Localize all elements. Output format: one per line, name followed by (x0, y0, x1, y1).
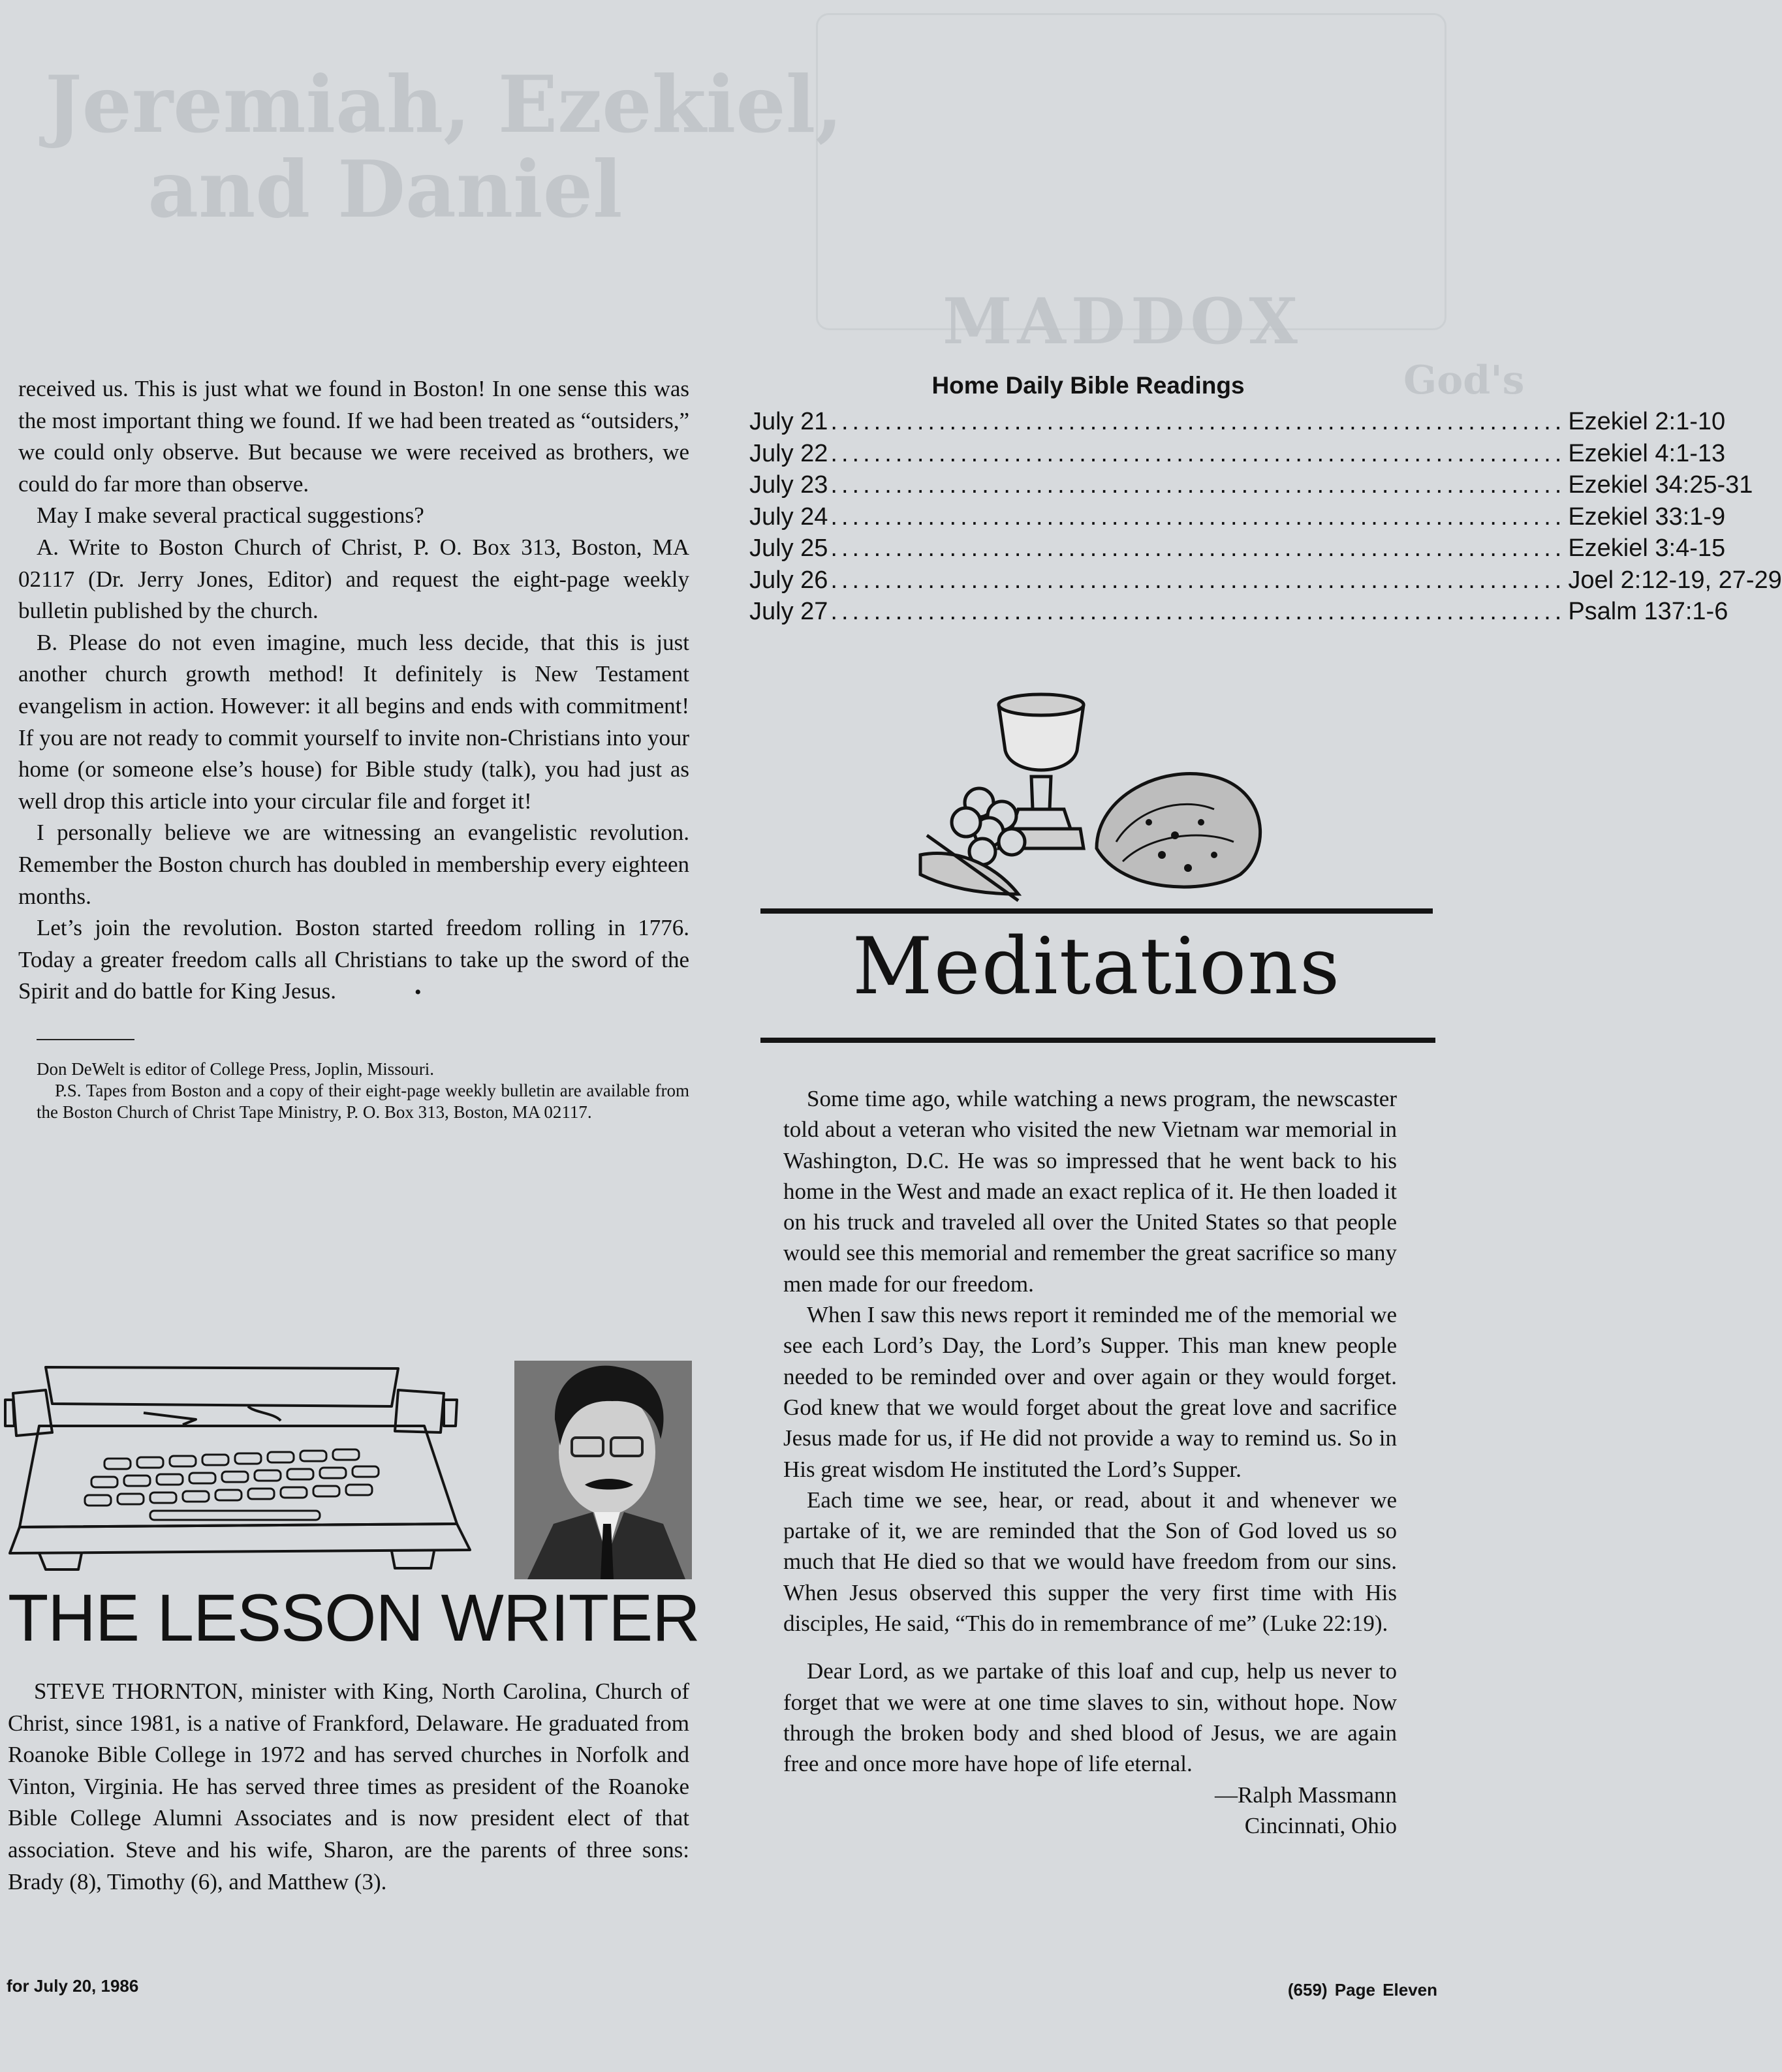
bleed-through-illustration (816, 13, 1446, 330)
readings-heading: Home Daily Bible Readings (931, 372, 1245, 399)
article-paragraph: B. Please do not even imagine, much less decide, that this is just another church growth method! It definitely is New Testament evangelism in action. However: it all begins and ends with commitment! If you are not ready to commit yourself to invite non-Christians into your home (or someone else’s house) for Bible study (talk), you had just as well drop this article into your circular file and forget it! (18, 629, 689, 814)
reading-date: July 24 (749, 503, 828, 531)
end-mark: • (414, 982, 422, 1004)
meditation-location: Cincinnati, Ohio (1244, 1812, 1397, 1838)
reading-row (749, 501, 1726, 533)
footnote-ps: P.S. Tapes from Boston and a copy of their eight-page weekly bulletin are available from the Boston Church of Christ Tape Ministry, P. O. Box 313, Boston, MA 02117. (37, 1080, 689, 1122)
reading-date: July 21 (749, 408, 828, 435)
article-conclusion (18, 373, 689, 1123)
leader-dots: .................................................................... (830, 534, 1566, 562)
reading-row (749, 564, 1782, 596)
reading-row (749, 469, 1753, 501)
reading-row (749, 438, 1726, 470)
footnote-divider (37, 1039, 134, 1040)
article-paragraph: I personally believe we are witnessing an evangelistic revolution. Remember the Boston church has doubled in membership every eighteen months. (18, 820, 689, 909)
meditation-paragraph: Each time we see, hear, or read, about it and whenever we partake of it, we are reminded that the Son of God loved us so much that He died so that we would have freedom from our sins. When Jesus observed this supper the very first time with His disciples, He said, “This do in remembrance of me” (Luke 22:19). (783, 1487, 1397, 1637)
meditations-heading: Meditations (852, 921, 1341, 1012)
article-paragraph: received us. This is just what we found in Boston! In one sense this was the most important thing we found. If we had been treated as “outsiders,” we could only observe. But because we were received as brothers, we could do far more than observe. (18, 376, 689, 497)
leader-dots: .................................................................... (830, 598, 1566, 625)
article-paragraph-text: Let’s join the revolution. Boston started freedom rolling in 1776. Today a greater freedom calls all Christians to take up the sword of the Spirit and do battle for King Jesus. (18, 915, 689, 1004)
bleed-author: MADDOX (943, 285, 1303, 358)
reading-reference: Ezekiel 33:1-9 (1568, 503, 1726, 531)
typewriter-illustration (0, 1361, 496, 1576)
leader-dots: .................................................................... (830, 471, 1566, 499)
communion-illustration (757, 679, 1436, 927)
reading-row (749, 533, 1726, 564)
article-body (18, 373, 689, 1009)
reading-date: July 23 (749, 471, 828, 499)
leader-dots: .................................................................... (830, 503, 1566, 531)
bio-paragraph: STEVE THORNTON, minister with King, North Carolina, Church of Christ, since 1981, is a native of Frankford, Delaware. He graduated from Roanoke Bible College in 1972 and has served churches in Norfolk and Vinton, Virginia. He has served three times as president of the Roanoke Bible College Alumni Associates and is now president elect of that association. Steve and his wife, Sharon, are the parents of three sons: Brady (8), Timothy (6), and Matthew (3). (8, 1678, 689, 1894)
bleed-side-heading: God's (1403, 358, 1525, 403)
reading-date: July 27 (749, 598, 828, 625)
reading-reference: Joel 2:12-19, 27-29 (1568, 566, 1782, 594)
reading-reference: Ezekiel 34:25-31 (1568, 471, 1753, 499)
meditation-paragraph: When I saw this news report it reminded me of the memorial we see each Lord’s Day, the Lord’s Supper. This man knew people needed to be reminded over and over again or they would forget. God knew that we would forget about the great love and sacrifice Jesus made for us, if He did not provide a way to remind us. So in His great wisdom He instituted the Lord’s Supper. (783, 1302, 1397, 1482)
page-label: Page Eleven (1334, 1980, 1437, 2000)
meditation-paragraph: Some time ago, while watching a news program, the newscaster told about a veteran who visited the new Vietnam war memorial in Washington, D.C. He was so impressed that he went back to his home in the West and made an exact replica of it. He then loaded it on his truck and traveled all over the United States so that people would see this memorial and remember the great sacrifice so many men made for our freedom. (783, 1086, 1397, 1297)
meditations-rule (760, 1038, 1435, 1043)
article-paragraph-last (18, 912, 689, 1009)
prayer-paragraph: Dear Lord, as we partake of this loaf and cup, help us never to forget that we were at one time slaves to sin, without hope. Now through the broken body and shed blood of Jesus, we are again free and once more have hope of life eternal. (783, 1658, 1397, 1777)
author-photo (514, 1361, 692, 1579)
bleed-title-line2: and Daniel (148, 144, 623, 236)
meditation-author: —Ralph Massmann (1214, 1782, 1397, 1808)
footer-date: for July 20, 1986 (7, 1976, 139, 1996)
reading-reference: Psalm 137:1-6 (1568, 598, 1728, 625)
article-paragraph: May I make several practical suggestions? (37, 503, 424, 529)
reading-row (749, 406, 1726, 438)
reading-reference: Ezekiel 3:4-15 (1568, 534, 1726, 562)
reading-row (749, 596, 1728, 628)
reading-date: July 22 (749, 439, 828, 467)
page-code: (659) (1287, 1980, 1328, 2000)
leader-dots: .................................................................... (830, 566, 1566, 594)
reading-date: July 26 (749, 566, 828, 594)
reading-reference: Ezekiel 2:1-10 (1568, 408, 1726, 435)
footnotes (37, 1059, 689, 1123)
article-paragraph: A. Write to Boston Church of Christ, P. O. Box 313, Boston, MA 02117 (Dr. Jerry Jones, Editor) and request the eight-page weekly bulletin published by the church. (18, 534, 689, 624)
reading-date: July 25 (749, 534, 828, 562)
lesson-writer-bio (8, 1676, 689, 1898)
footnote-editor: Don DeWelt is editor of College Press, Joplin, Missouri. (37, 1059, 435, 1079)
footer-page (1288, 1980, 1437, 2000)
reading-reference: Ezekiel 4:1-13 (1568, 439, 1726, 467)
lesson-writer-heading: THE LESSON WRITER (8, 1581, 700, 1655)
leader-dots: .................................................................... (830, 408, 1566, 435)
bleed-title-line1: Jeremiah, Ezekiel, (44, 59, 843, 151)
leader-dots: .................................................................... (830, 439, 1566, 467)
meditations-body (783, 1083, 1397, 1841)
